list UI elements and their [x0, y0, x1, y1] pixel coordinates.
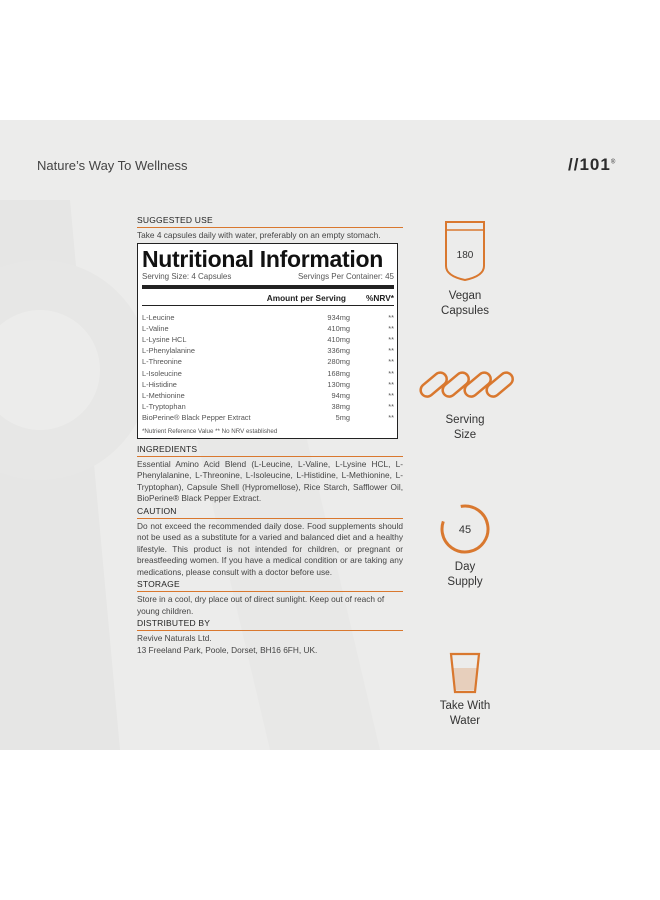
ingredient-name: L-Histidine: [142, 379, 177, 389]
nrv-column-header: %NRV*: [366, 292, 394, 303]
suggested-use-text: Take 4 capsules daily with water, preferably on an empty stomach.: [137, 230, 381, 240]
nutrition-row: [142, 356, 394, 367]
nutrition-row: [142, 401, 394, 412]
ingredient-amount: 5mg: [335, 413, 350, 423]
vegan-label: Vegan: [448, 290, 482, 302]
capsules-label: Capsules: [441, 305, 489, 317]
ingredient-nrv: **: [388, 413, 394, 423]
ingredient-nrv: **: [388, 346, 394, 356]
registered-mark: ®: [610, 159, 617, 166]
nutrition-title: Nutritional Information: [142, 245, 383, 272]
nutrition-row: [142, 379, 394, 390]
serving-info: [142, 272, 394, 289]
take-with-label: Take With: [439, 700, 491, 712]
ingredient-amount: 934mg: [327, 312, 350, 322]
day-count: 45: [458, 524, 472, 536]
nutrition-row: [142, 323, 394, 334]
nutrition-row: [142, 368, 394, 379]
pouch-icon: [442, 220, 488, 284]
ingredients-heading: INGREDIENTS: [137, 444, 403, 457]
day-supply-feature: [410, 503, 520, 590]
distributor-name: Revive Naturals Ltd.: [137, 633, 212, 644]
distributed-heading: DISTRIBUTED BY: [137, 618, 403, 631]
nutrition-row: [142, 312, 394, 323]
ingredient-nrv: **: [388, 334, 394, 344]
pouch-count: 180: [456, 250, 474, 261]
supply-label: Supply: [447, 576, 483, 588]
caution-heading: CAUTION: [137, 506, 403, 519]
ingredient-amount: 410mg: [327, 334, 350, 344]
ingredient-amount: 38mg: [331, 402, 350, 412]
suggested-use-heading: SUGGESTED USE: [137, 215, 403, 228]
ingredient-nrv: **: [388, 390, 394, 400]
brand-logo-text: //101: [568, 155, 611, 174]
ingredient-amount: 168mg: [327, 368, 350, 378]
nutrition-facts-box: [137, 243, 398, 439]
serving-size: Serving Size: 4 Capsules: [142, 271, 232, 281]
storage-heading: STORAGE: [137, 579, 403, 592]
nutrition-rows: [142, 306, 394, 424]
ingredient-nrv: **: [388, 357, 394, 367]
glass-icon: [448, 652, 482, 694]
take-with-water-feature: [410, 652, 520, 729]
serving-size-feature: [410, 370, 520, 443]
label-content: [137, 215, 403, 657]
servings-per-container: Servings Per Container: 45: [297, 271, 394, 281]
ingredient-amount: 280mg: [327, 357, 350, 367]
water-label: Water: [449, 715, 481, 727]
distributor-address: [137, 633, 403, 656]
capsules-icon: [415, 370, 515, 404]
vegan-capsules-feature: [410, 220, 520, 319]
ingredient-nrv: **: [388, 402, 394, 412]
ingredient-name: L-Threonine: [142, 357, 182, 367]
nutrition-row: [142, 334, 394, 345]
nutrition-row: [142, 390, 394, 401]
nutrition-row: [142, 412, 394, 423]
ingredient-name: L-Lysine HCL: [142, 334, 187, 344]
product-info-panel: [0, 120, 660, 750]
serving-label: Serving: [445, 414, 485, 426]
ingredient-amount: 94mg: [331, 390, 350, 400]
ingredient-nrv: **: [388, 323, 394, 333]
ingredient-name: L-Leucine: [142, 312, 175, 322]
ingredient-amount: 410mg: [327, 323, 350, 333]
ingredients-text: Essential Amino Acid Blend (L-Leucine, L-Valine, L-Lysine HCL, L-Phenylalanine, L-Threonine, L-Isoleucine, L-Histidine, L-Methionine, L-Tryptophan), Capsule Shell (Hypromellose), Rice Starch, Safflower Oil, BioPerine® Black Pepper Extract.: [137, 458, 403, 504]
ingredient-nrv: **: [388, 379, 394, 389]
size-label: Size: [453, 429, 477, 441]
ingredient-name: L-Methionine: [142, 390, 185, 400]
nutrition-row: [142, 345, 394, 356]
storage-text: Store in a cool, dry place out of direct sunlight. Keep out of reach of young children.: [137, 594, 385, 616]
ingredient-name: L-Tryptophan: [142, 402, 186, 412]
clock-icon: [439, 503, 491, 555]
day-label: Day: [454, 561, 476, 573]
nrv-footnote: *Nutrient Reference Value ** No NRV established: [142, 427, 278, 435]
caution-text: Do not exceed the recommended daily dose. Food supplements should not be used as a substitute for a varied and balanced diet and a healthy lifestyle. This product is not intended for children, or pregnant or breastfeeding women. If you have a medical condition or are taking any medications, please consult with a doctor before use.: [137, 520, 403, 577]
ingredient-name: L-Isoleucine: [142, 368, 182, 378]
brand-logo: [568, 155, 616, 175]
ingredient-nrv: **: [388, 368, 394, 378]
ingredient-nrv: **: [388, 312, 394, 322]
distributor-street: 13 Freeland Park, Poole, Dorset, BH16 6FH, UK.: [137, 644, 318, 655]
amount-column-header: Amount per Serving: [266, 292, 346, 303]
ingredient-amount: 130mg: [327, 379, 350, 389]
nutrition-column-headers: [142, 289, 394, 306]
ingredient-name: BioPerine® Black Pepper Extract: [142, 413, 251, 423]
ingredient-name: L-Valine: [142, 323, 169, 333]
tagline: Nature’s Way To Wellness: [37, 158, 188, 173]
ingredient-amount: 336mg: [327, 346, 350, 356]
ingredient-name: L-Phenylalanine: [142, 346, 196, 356]
